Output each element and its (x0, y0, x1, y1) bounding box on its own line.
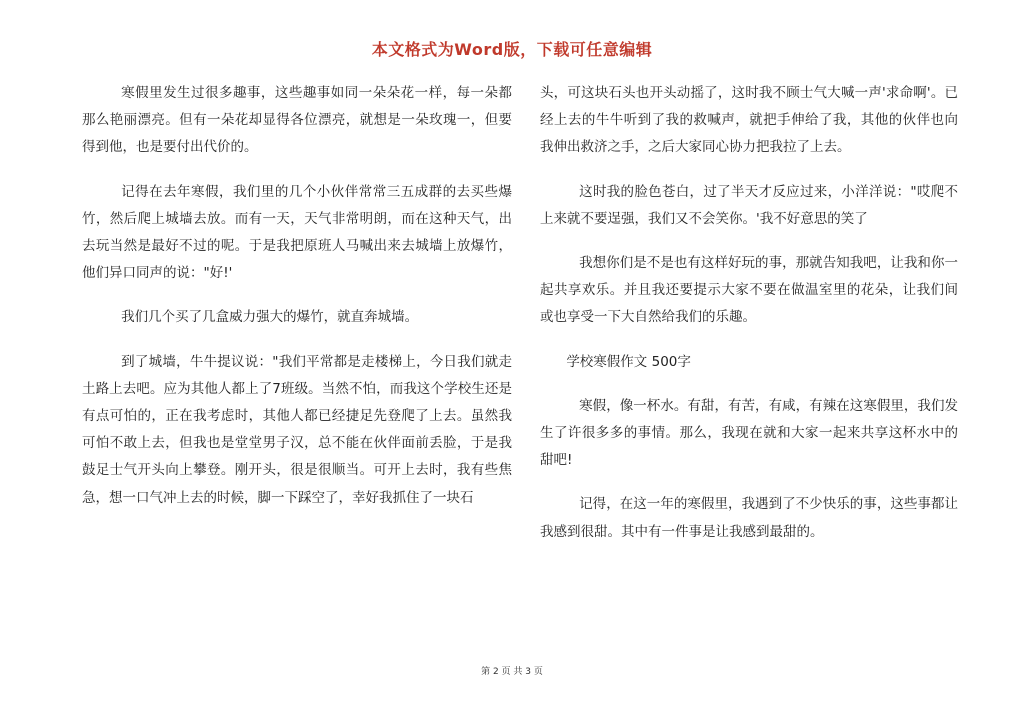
paragraph: 我们几个买了几盒威力强大的爆竹，就直奔城墙。 (121, 309, 419, 326)
paragraph: 记得，在这一年的寒假里，我遇到了不少快乐的事，这些事都让我感到很甜。其中有一件事是让我感到最甜的。 (540, 496, 958, 540)
paragraph: 寒假里发生过很多趣事，这些趣事如同一朵朵花一样，每一朵都那么艳丽漂亮。但有一朵花却显得各位漂亮，就想是一朵玫瑰一，但要得到他，也是要付出代价的。 (82, 85, 512, 156)
page-number: 第 2 页 共 3 页 (481, 667, 543, 677)
paragraph: 这时我的脸色苍白，过了半天才反应过来，小洋洋说："哎爬不上来就不要逞强，我们又不会笑你。'我不好意思的笑了 (540, 183, 958, 227)
section-heading: 学校寒假作文 500字 (566, 353, 691, 370)
paragraph-continuation: 头，可这块石头也开头动摇了，这时我不顾士气大喊一声'求命啊'。已经上去的牛牛听到了我的救喊声，就把手伸给了我，其他的伙伴也向我伸出救济之手，之后大家同心协力把我拉了上去。 (540, 85, 958, 156)
paragraph: 记得在去年寒假，我们里的几个小伙伴常常三五成群的去买些爆竹，然后爬上城墙去放。而有一天，天气非常明朗，而在这种天气，出去玩当然是最好不过的呢。于是我把原班人马喊出来去城墙上放爆竹，他们异口同声的说："好!' (82, 183, 512, 282)
paragraph: 我想你们是不是也有这样好玩的事，那就告知我吧，让我和你一起共享欢乐。并且我还要提示大家不要在做温室里的花朵，让我们间或也享受一下大自然给我们的乐趣。 (540, 255, 958, 326)
document-banner: 本文格式为Word版，下载可任意编辑 (371, 40, 653, 59)
paragraph: 寒假，像一杯水。有甜，有苦，有咸，有辣在这寒假里，我们发生了许很多多的事情。那么，我现在就和大家一起来共享这杯水中的甜吧! (540, 397, 958, 469)
left-column (82, 80, 512, 529)
paragraph: 到了城墙，牛牛提议说："我们平常都是走楼梯上，今日我们就走土路上去吧。应为其他人都上了7班级。当然不怕，而我这个学校生还是有点可怕的，正在我考虑时，其他人都已经捷足先登爬了上去。虽然我可怕不敢上去，但我也是堂堂男子汉，总不能在伙伴面前丢脸，于是我鼓足士气开头向上攀登。刚开头，很是很顺当。可开上去时，我有些焦急，想一口气冲上去的时候，脚一下踩空了，幸好我抓住了一块石 (82, 353, 512, 506)
right-column (540, 80, 958, 563)
